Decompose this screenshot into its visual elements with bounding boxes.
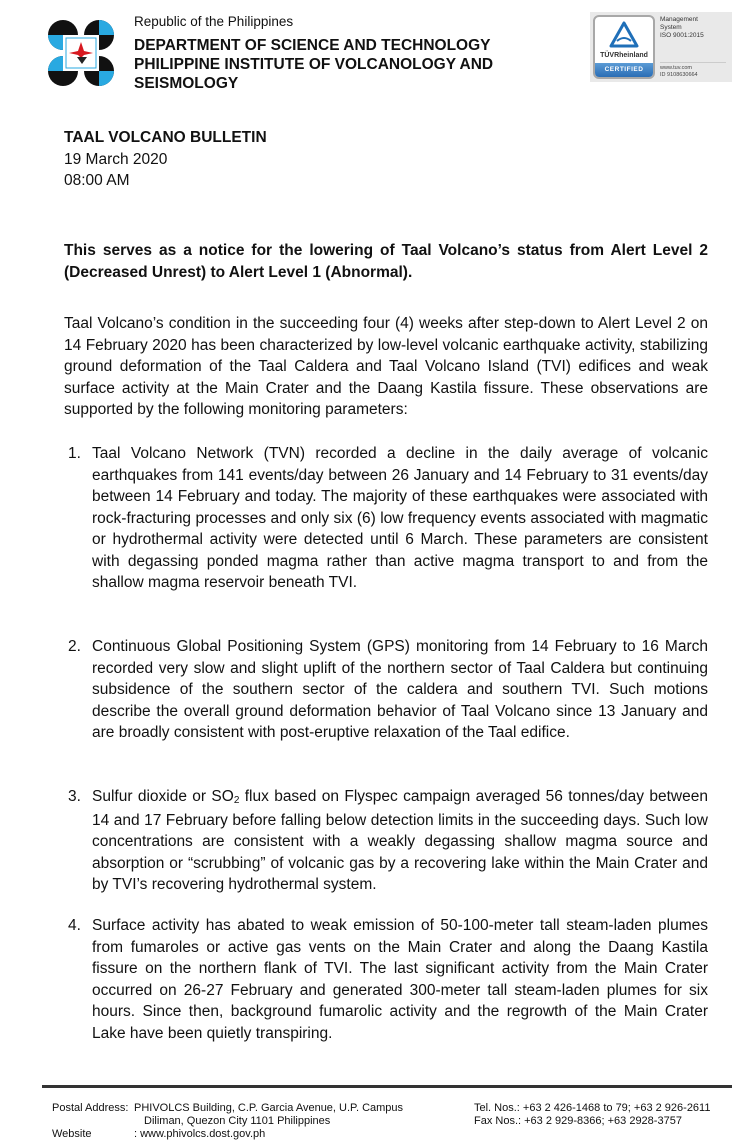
website-link[interactable]: : www.phivolcs.dost.gov.ph bbox=[134, 1128, 266, 1140]
list-item-number: 3. bbox=[68, 788, 81, 805]
bulletin-title: TAAL VOLCANO BULLETIN bbox=[64, 129, 267, 146]
list-item-text bbox=[92, 786, 708, 896]
footer-divider bbox=[42, 1085, 732, 1088]
fax-numbers: Fax Nos.: +63 2 929-8366; +63 2928-3757 bbox=[474, 1115, 682, 1127]
list-item-text: Surface activity has abated to weak emission of 50-100-meter tall steam-laden plumes from fumaroles or active gas vents on the Main Crater and along the Daang Kastila fissure on the northern flank of TVI. The last significant activity from the Main Crater occurred on 26-27 February and generated 300-meter tall steam-laden plumes for six hours. Since then, background fumarolic activity and the regrowth of the Main Crater Lake have been quietly transpiring. bbox=[92, 917, 708, 1042]
cert-line-1: Management bbox=[660, 16, 698, 23]
telephone-numbers: Tel. Nos.: +63 2 426-1468 to 79; +63 2 926-2611 bbox=[474, 1102, 711, 1114]
list-item-number: 1. bbox=[68, 445, 81, 462]
dost-phivolcs-logo-icon bbox=[46, 18, 116, 88]
agency-name bbox=[134, 36, 574, 93]
website-label: Website bbox=[52, 1128, 92, 1140]
text-after-subscript: flux based on Flyspec campaign averaged 56 tonnes/day between 14 and 17 February before falling below detection limits in the succeeding days. Such low concentrations are consistent with a weakly degassing shallow magma source and absorption or “scrubbing” of volcanic gas by a recovering lake within the Main Crater and by TVI’s recovering hydrothermal system. bbox=[92, 788, 708, 893]
list-item bbox=[64, 636, 708, 744]
department-name: DEPARTMENT OF SCIENCE AND TECHNOLOGY bbox=[134, 37, 491, 54]
iso-certification-badge bbox=[590, 12, 732, 82]
certification-info bbox=[660, 16, 704, 40]
text-before-subscript: Sulfur dioxide or SO bbox=[92, 788, 234, 805]
tuv-brand: TÜVRheinland bbox=[600, 52, 648, 59]
cert-id: ID 9108630664 bbox=[660, 72, 698, 78]
republic-label: Republic of the Philippines bbox=[134, 14, 294, 29]
postal-address bbox=[134, 1102, 434, 1128]
cert-website: www.tuv.com bbox=[660, 65, 692, 71]
list-item bbox=[64, 915, 708, 1044]
subscript: 2 bbox=[233, 795, 240, 806]
list-item-number: 4. bbox=[68, 917, 81, 934]
list-item bbox=[64, 443, 708, 594]
postal-address-line-2: Diliman, Quezon City 1101 Philippines bbox=[144, 1115, 331, 1127]
certification-web bbox=[660, 62, 726, 79]
bulletin-date: 19 March 2020 bbox=[64, 150, 168, 168]
tuv-triangle-icon bbox=[609, 21, 639, 49]
postal-address-line-1: PHIVOLCS Building, C.P. Garcia Avenue, U.P. Campus bbox=[134, 1102, 404, 1114]
bulletin-heading bbox=[64, 127, 708, 192]
institute-name: PHILIPPINE INSTITUTE OF VOLCANOLOGY AND SEISMOLOGY bbox=[134, 56, 494, 92]
bulletin-time: 08:00 AM bbox=[64, 172, 130, 189]
alert-level-notice: This serves as a notice for the lowering of Taal Volcano’s status from Alert Level 2 (Decreased Unrest) to Alert Level 1 (Abnormal). bbox=[64, 242, 708, 281]
intro-paragraph: Taal Volcano’s condition in the succeeding four (4) weeks after step-down to Alert Level 2 on 14 February 2020 has been characterized by low-level volcanic earthquake activity, stabilizing ground deformation of the Taal Caldera and Taal Volcano Island (TVI) edifices and weak surface activity at the Main Crater and the Daang Kastila fissure. These observations are supported by the following monitoring parameters: bbox=[64, 315, 708, 418]
tuv-badge bbox=[593, 15, 655, 79]
list-item-text: Continuous Global Positioning System (GPS) monitoring from 14 February to 16 March recorded very slow and slight uplift of the northern sector of Taal Caldera but continuing subsidence of the southern sector of the caldera and southern TVI. Such motions describe the overall ground deformation behavior of Taal Volcano since 13 January and are broadly consistent with post-eruptive relaxation of the Taal edifice. bbox=[92, 638, 708, 741]
list-item-text: Taal Volcano Network (TVN) recorded a decline in the daily average of volcanic earthquakes from 141 events/day between 26 January and 14 February to 31 events/day between 14 February and today. The majority of these earthquakes were associated with rock-fracturing processes and only six (6) low frequency events associated with magmatic or hydrothermal activity were detected until 6 March. These parameters are consistent with degassing ponded magma rather than active magma transport to and from the shallow magma reservoir beneath TVI. bbox=[92, 445, 708, 591]
cert-line-2: System bbox=[660, 24, 682, 31]
postal-address-label: Postal Address: bbox=[52, 1102, 129, 1114]
list-item-number: 2. bbox=[68, 638, 81, 655]
cert-standard: ISO 9001:2015 bbox=[660, 32, 704, 39]
certified-label: CERTIFIED bbox=[595, 63, 653, 77]
list-item bbox=[64, 786, 708, 896]
